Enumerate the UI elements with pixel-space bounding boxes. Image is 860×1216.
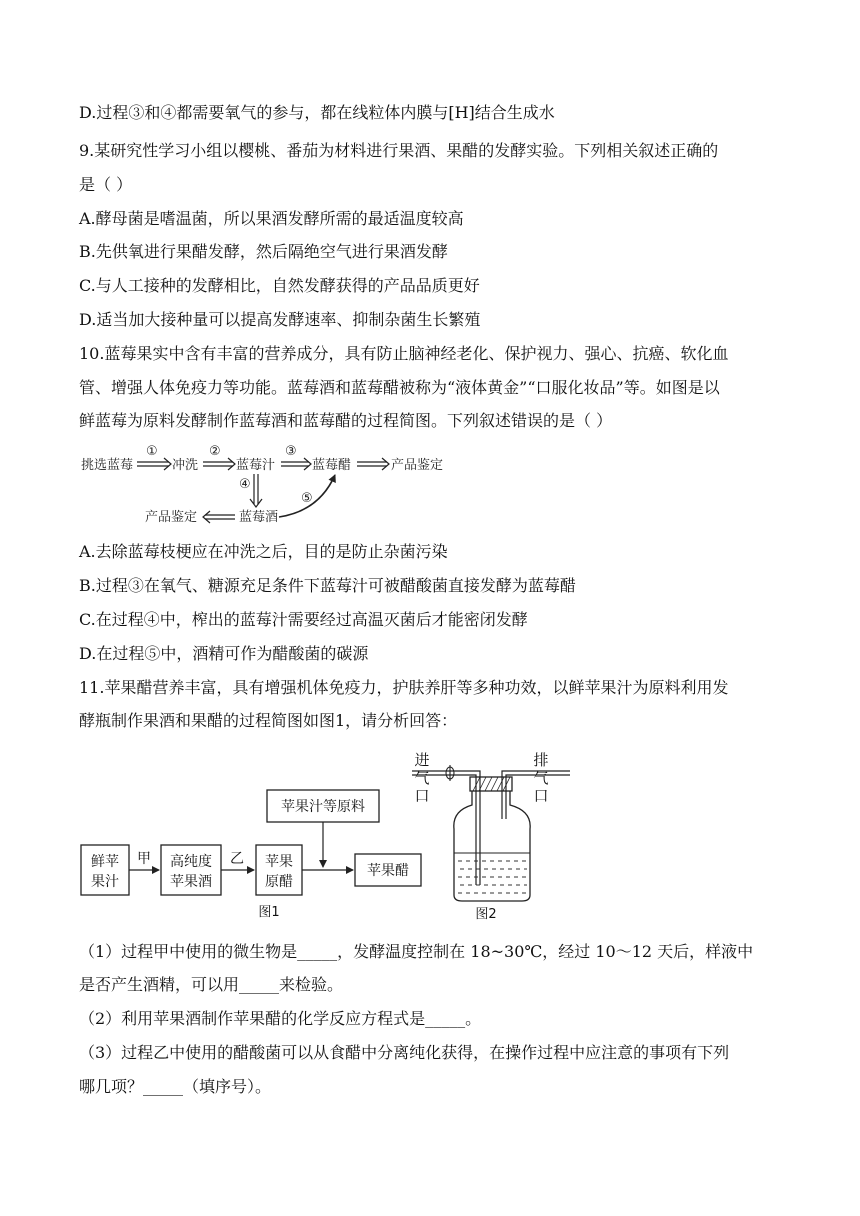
process-label-2: ②	[209, 444, 221, 459]
q9-option-d: D.适当加大接种量可以提高发酵速率、抑制杂菌生长繁殖	[79, 310, 481, 329]
step-blueberry-wine: 蓝莓酒	[239, 510, 279, 525]
raw-vinegar-line-1: 苹果	[265, 854, 293, 870]
figure-1-process	[79, 782, 429, 922]
process-label-3: ③	[285, 444, 297, 459]
apple-wine-line-2: 苹果酒	[170, 874, 212, 890]
label-yi: 乙	[230, 851, 244, 867]
q9-stem-line-2: 是（ ）	[79, 175, 133, 194]
q10-option-b: B.过程③在氧气、糖源充足条件下蓝莓汁可被醋酸菌直接发酵为蓝莓醋	[79, 576, 576, 595]
q10-option-c: C.在过程④中，榨出的蓝莓汁需要经过高温灭菌后才能密闭发酵	[79, 610, 528, 629]
apple-juice-materials-label: 苹果汁等原料	[281, 799, 365, 815]
q11-stem-line-2: 酵瓶制作果酒和果醋的过程简图如图1，请分析回答：	[79, 711, 458, 730]
liquid-fill	[454, 853, 530, 893]
q10-option-a: A.去除蓝莓枝梗应在冲洗之后，目的是防止杂菌污染	[79, 542, 448, 561]
inlet-label-3: 口	[414, 787, 430, 805]
q9-stem-line-1: 9.某研究性学习小组以樱桃、番茄为材料进行果酒、果醋的发酵实验。下列相关叙述正确的	[79, 141, 719, 160]
double-arrow-1	[137, 458, 171, 470]
figure-2-fermentation-bottle	[410, 745, 570, 925]
process-label-1: ①	[146, 444, 158, 459]
q11-stem-line-1: 11.苹果醋营养丰富，具有增强机体免疫力，护肤养肝等多种功效，以鲜苹果汁为原料利用发	[79, 678, 729, 697]
double-arrow-3	[281, 458, 311, 470]
q9-option-a: A.酵母菌是嗜温菌，所以果酒发酵所需的最适温度较高	[79, 209, 464, 228]
blueberry-process-diagram	[79, 441, 459, 529]
apple-vinegar-label: 苹果醋	[367, 863, 409, 879]
process-label-5: ⑤	[301, 491, 313, 506]
outlet-label-2: 气	[533, 769, 549, 787]
tube-clamp-icon	[446, 765, 454, 781]
inlet-label-1: 进	[414, 751, 430, 769]
outlet-label-3: 口	[533, 787, 549, 805]
double-arrow-down	[250, 474, 262, 507]
q9-option-b: B.先供氧进行果醋发酵，然后隔绝空气进行果酒发酵	[79, 242, 448, 261]
process-label-4: ④	[239, 477, 251, 492]
raw-vinegar-line-2: 原醋	[265, 874, 293, 890]
double-arrow-2	[203, 458, 235, 470]
step-blueberry-vinegar: 蓝莓醋	[312, 458, 352, 473]
q11-sub2: （2）利用苹果酒制作苹果醋的化学反应方程式是_____。	[79, 1009, 482, 1028]
apple-wine-line-1: 高纯度	[170, 854, 212, 870]
figure-2-caption: 图2	[475, 907, 497, 922]
step-product-identification-1: 产品鉴定	[391, 458, 444, 473]
q9-option-c: C.与人工接种的发酵相比，自然发酵获得的产品品质更好	[79, 276, 480, 295]
fresh-apple-juice-line-2: 果汁	[91, 874, 119, 890]
q11-sub1-line-1: （1）过程甲中使用的微生物是_____，发酵温度控制在 18~30℃，经过 10～12 天后，样液中	[79, 942, 754, 961]
double-arrow-left	[203, 511, 235, 523]
q8-option-d: D.过程③和④都需要氧气的参与，都在线粒体内膜与[H]结合生成水	[79, 103, 555, 122]
q10-stem-line-3: 鲜蓝莓为原料发酵制作蓝莓酒和蓝莓醋的过程简图。下列叙述错误的是（ ）	[79, 411, 613, 430]
inlet-label-2: 气	[414, 769, 430, 787]
q11-sub3-line-2: 哪几项？_____（填序号）。	[79, 1077, 272, 1096]
q10-option-d: D.在过程⑤中，酒精可作为醋酸菌的碳源	[79, 644, 369, 663]
step-blueberry-juice: 蓝莓汁	[236, 458, 276, 473]
q10-stem-line-2: 管、增强人体免疫力等功能。蓝莓酒和蓝莓醋被称为“液体黄金”“口服化妆品”等。如图是以	[79, 378, 720, 397]
label-jia: 甲	[137, 851, 151, 867]
q11-sub3-line-1: （3）过程乙中使用的醋酸菌可以从食醋中分离纯化获得，在操作过程中应注意的事项有下列	[79, 1043, 730, 1062]
step-select-blueberry: 挑选蓝莓	[81, 458, 134, 473]
step-wash: 冲洗	[172, 458, 199, 473]
step-product-identification-2: 产品鉴定	[145, 510, 198, 525]
figure-1-caption: 图1	[258, 905, 280, 920]
double-arrow-4	[357, 458, 389, 470]
q10-stem-line-1: 10.蓝莓果实中含有丰富的营养成分，具有防止脑神经老化、保护视力、强心、抗癌、软化血	[79, 344, 729, 363]
q11-sub1-line-2: 是否产生酒精，可以用_____来检验。	[79, 975, 344, 994]
outlet-label-1: 排	[533, 751, 549, 769]
fresh-apple-juice-line-1: 鲜苹	[91, 854, 119, 870]
